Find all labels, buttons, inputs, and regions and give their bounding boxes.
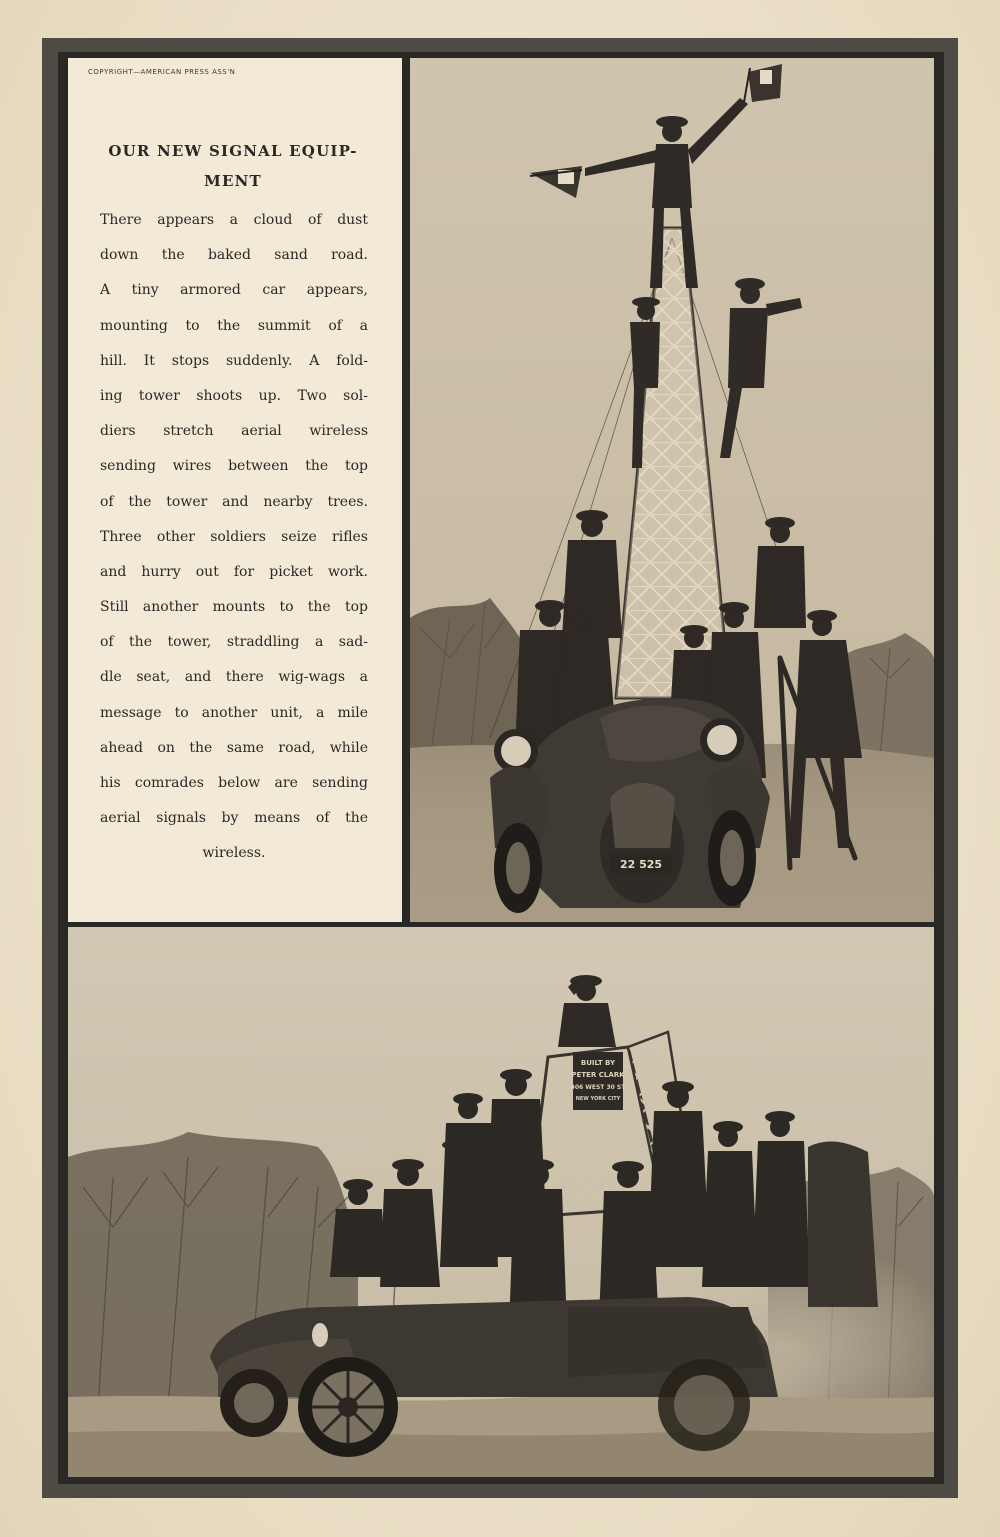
body-line: ahead on the same road, while (100, 739, 368, 756)
body-line: ing tower shoots up. Two sol- (100, 387, 368, 404)
article-headline (88, 136, 378, 196)
photo-signal-tower-image (410, 58, 934, 922)
sign-line-1: BUILT BY (580, 1059, 616, 1067)
body-line: aerial signals by means of the (100, 810, 368, 827)
body-line: his comrades below are sending (100, 775, 368, 791)
headline-line-2: MENT (204, 172, 262, 190)
photo-moving-car-image (68, 927, 934, 1477)
body-line: dle seat, and there wig-wags a (100, 669, 368, 686)
article-body (100, 203, 368, 872)
sign-line-3: 406 WEST 30 ST (570, 1084, 626, 1091)
body-line: hill. It stops suddenly. A fold- (100, 352, 368, 369)
body-line: wireless. (202, 845, 266, 862)
body-line: A tiny armored car appears, (100, 282, 368, 299)
body-line: message to another unit, a mile (100, 704, 368, 721)
headline-line-1: OUR NEW SIGNAL EQUIP- (108, 142, 358, 160)
body-line: Still another mounts to the top (100, 599, 368, 616)
body-line: and hurry out for picket work. (100, 563, 368, 580)
body-line: of the tower and nearby trees. (100, 493, 368, 510)
photo-signal-tower (410, 58, 934, 922)
body-line: There appears a cloud of dust (100, 212, 368, 228)
sign-line-4: NEW YORK CITY (575, 1096, 621, 1102)
body-line: diers stretch aerial wireless (100, 423, 368, 440)
sign-line-2: PETER CLARK (571, 1071, 625, 1079)
copyright-notice: COPYRIGHT—AMERICAN PRESS ASS'N (88, 68, 236, 76)
license-plate: 22 525 (619, 858, 663, 871)
body-line: Three other soldiers seize rifles (100, 528, 368, 545)
body-line: down the baked sand road. (100, 247, 368, 264)
photo-moving-car (68, 927, 934, 1477)
body-line: sending wires between the top (100, 458, 368, 475)
text-panel (68, 58, 402, 922)
body-line: of the tower, straddling a sad- (100, 634, 368, 651)
body-line: mounting to the summit of a (100, 317, 368, 334)
